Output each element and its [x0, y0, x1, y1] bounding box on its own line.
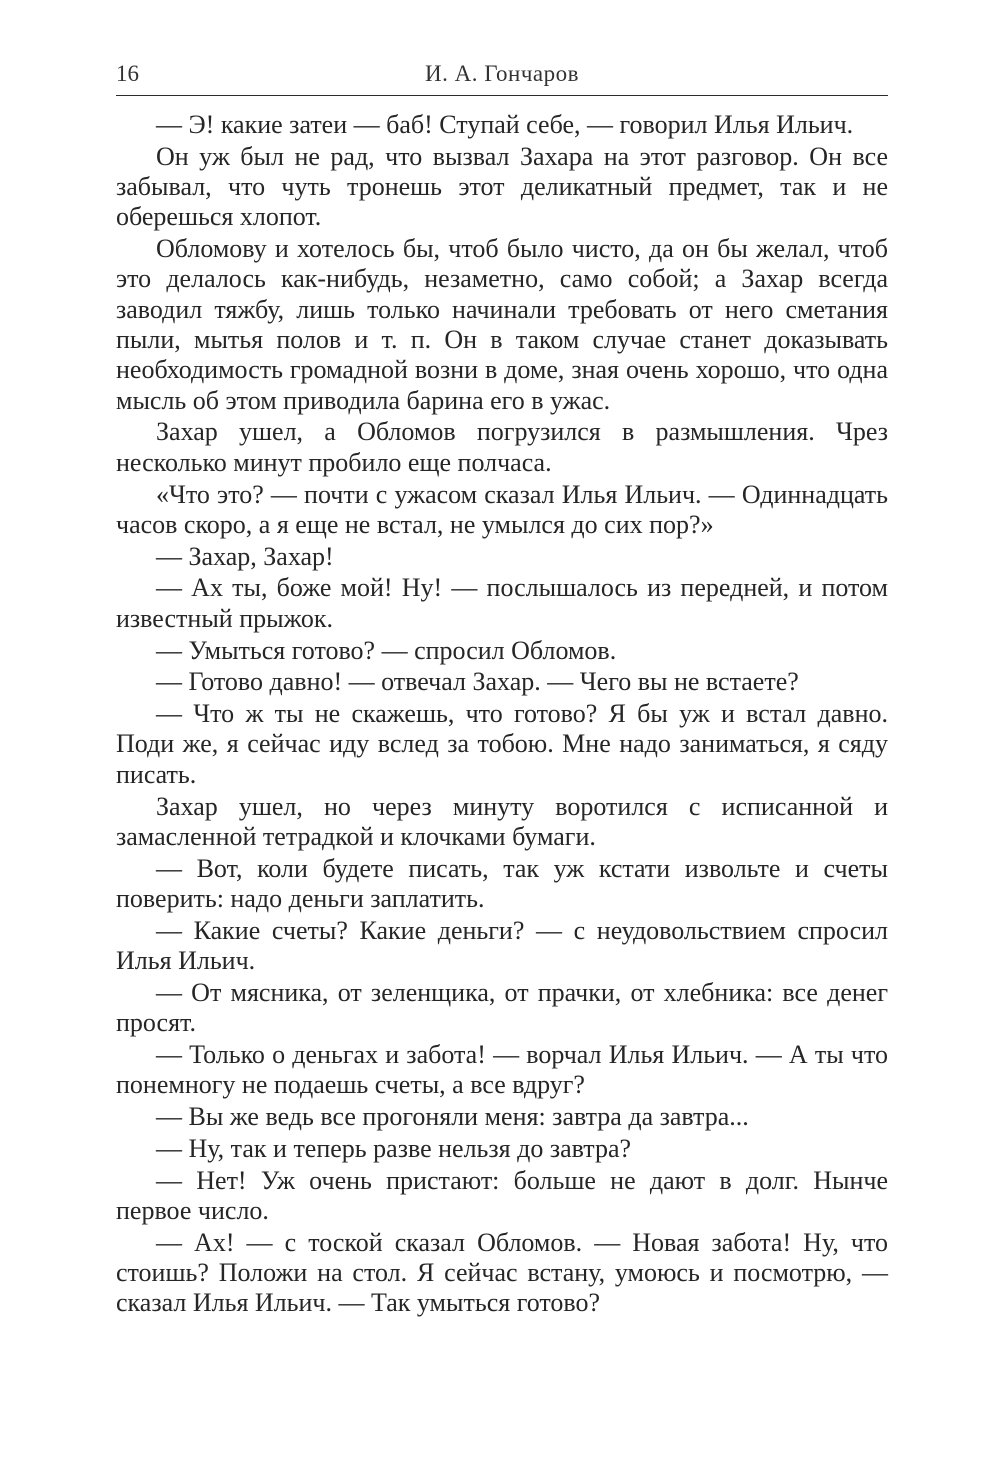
book-author: И. А. Гончаров — [425, 61, 579, 86]
paragraph: — Ну, так и теперь разве нельзя до завтра? — [156, 1133, 632, 1163]
paragraph: — Вы же ведь все прогоняли меня: завтра да завтра... — [156, 1102, 749, 1131]
paragraph: — Ах! — с тоской сказал Обломов. — Новая забота! Ну, что стоишь? Положи на стол. Я сейчас встану, умоюсь и посмотрю, — сказал Илья Ильич. — Так умыться готово? — [116, 1227, 888, 1318]
paragraph: — Какие счеты? Какие деньги? — с неудовольствием спросил Илья Ильич. — [116, 915, 888, 976]
paragraph: — Э! какие затеи — баб! Ступай себе, — говорил Илья Ильич. — [156, 110, 854, 139]
paragraph: — Ах ты, боже мой! Ну! — послышалось из передней, и потом известный прыжок. — [116, 573, 888, 633]
paragraph: — Нет! Уж очень пристают: больше не дают в долг. Нынче первое число. — [116, 1165, 888, 1225]
paragraph: — Умыться готово? — спросил Обломов. — [156, 635, 617, 665]
paragraph: — Только о деньгах и забота! — ворчал Илья Ильич. — А ты что понемногу не подаешь счеты, а все вдруг? — [116, 1039, 888, 1100]
paragraph: Захар ушел, но через минуту воротился с исписанной и замасленной тетрадкой и клочками бумаги. — [116, 791, 888, 851]
paragraph: Он уж был не рад, что вызвал Захара на этот разговор. Он все забывал, что чуть тронешь этот деликатный предмет, так и не оберешься хлопот. — [116, 141, 888, 232]
paragraph: Захар ушел, а Обломов погрузился в размышления. Чрез несколько минут пробило еще полчаса. — [116, 417, 888, 477]
running-head — [116, 56, 888, 92]
page-number: 16 — [116, 61, 139, 86]
paragraph: — Захар, Захар! — [156, 541, 334, 571]
paragraph: — Что ж ты не скажешь, что готово? Я бы уж и встал давно. Поди же, я сейчас иду вслед за тобою. Мне надо заниматься, я сяду писать. — [116, 699, 888, 789]
paragraph: — От мясника, от зеленщика, от прачки, от хлебника: все денег просят. — [116, 977, 888, 1038]
header-rule — [116, 95, 888, 96]
paragraph: «Что это? — почти с ужасом сказал Илья Ильич. — Одиннадцать часов скоро, а я еще не встал, не умылся до сих пор?» — [116, 479, 888, 539]
paragraph: — Готово давно! — отвечал Захар. — Чего вы не встаете? — [156, 667, 799, 697]
paragraph: Обломову и хотелось бы, чтоб было чисто, да он бы желал, чтоб это делалось как-нибудь, незаметно, само собой; а Захар всегда заводил тяжбу, лишь только начинали требовать от него сметания пыли, мытья полов и т. п. Он в таком случае станет доказывать необходимость громадной возни в доме, зная очень хорошо, что одна мысль об этом приводила барина его в ужас. — [116, 234, 888, 415]
paragraph: — Вот, коли будете писать, так уж кстати извольте и счеты поверить: надо деньги заплатить. — [116, 853, 888, 913]
body-text — [116, 110, 888, 1320]
